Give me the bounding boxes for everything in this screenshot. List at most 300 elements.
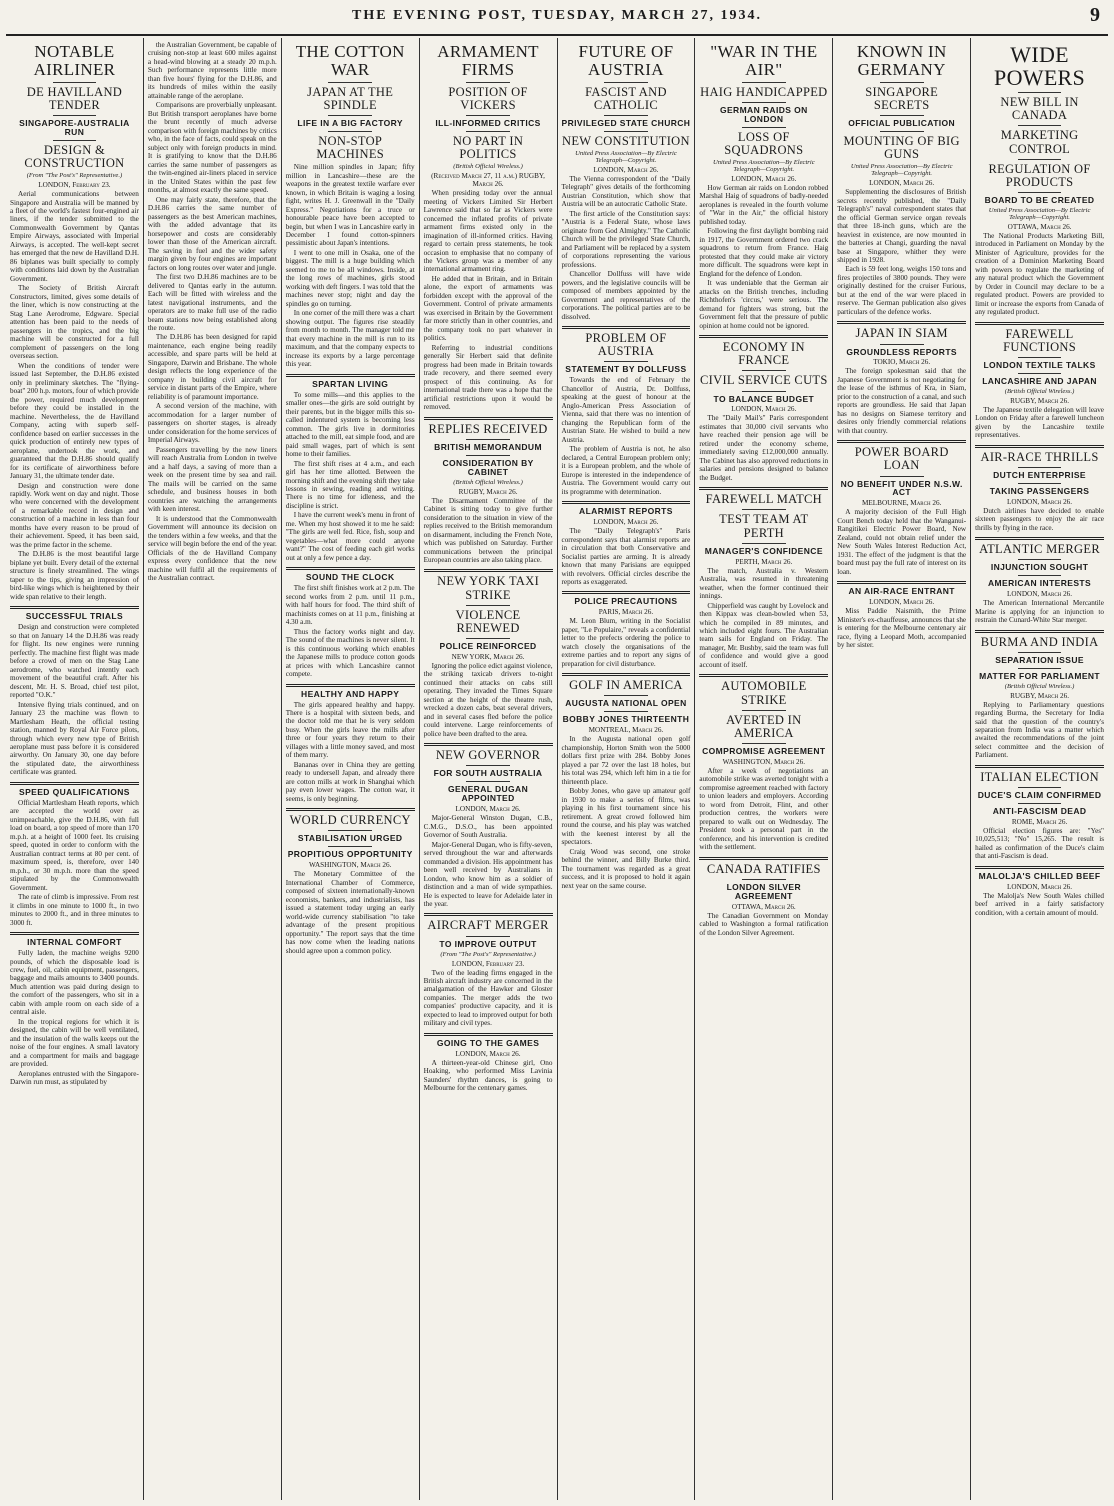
- paragraph: Major-General Winston Dugan, C.B., C.M.G., D.S.O., has been appointed Governor of South Australia.: [423, 814, 553, 840]
- dateline: (Received March 27, 11 a.m.) RUGBY, March 26.: [431, 172, 545, 189]
- dateline: TOKIO, March 26.: [873, 358, 931, 367]
- dateline: RUGBY, March 26.: [458, 487, 518, 496]
- headline-rule: [1018, 192, 1062, 193]
- paragraph: Two of the leading firms engaged in the British aircraft industry are concerned in the amalgamation of the Hawker and Gloster companies. The merger adds the two companies' productive capacity, and it is expected to lead to improved output for both military and civil types.: [423, 968, 553, 1028]
- headline-rule: [466, 131, 510, 132]
- headline-rule: [466, 765, 510, 766]
- headline-rule: [1018, 668, 1062, 669]
- dateline: LONDON, March 26.: [455, 805, 521, 814]
- credit-line: (From "The Post's" Representative.): [26, 172, 123, 180]
- headline-rule: [1018, 803, 1062, 804]
- paragraph: Referring to industrial conditions generally Sir Herbert said that definite progress had been made in Britain towards trade recovery, and there seemed every prospect of this continuing. As for international trade there was a hope that the artificial restrictions upon it would be removed.: [423, 343, 553, 412]
- dateline: LONDON, March 26.: [455, 1049, 521, 1058]
- article-divider: [975, 445, 1104, 448]
- paragraph: The girls appeared healthy and happy. There is a hospital with sixteen beds, and the doctor told me that he is very seldom busy. When the girls leave the mills after three or four years they return to their villages with a little money saved, and most of them marry.: [285, 700, 415, 760]
- headline-rule: [880, 82, 924, 83]
- subheadline: TO BALANCE BUDGET: [713, 393, 815, 404]
- headline-rule: [53, 115, 97, 116]
- headline: WIDE POWERS: [994, 42, 1086, 91]
- newspaper-title: THE EVENING POST, TUESDAY, MARCH 27, 1934.: [352, 8, 762, 23]
- subheadline: GROUNDLESS REPORTS: [846, 346, 957, 357]
- paragraph: Dutch airlines have decided to enable sixteen passengers to enjoy the air race thrills by flying in the race.: [975, 506, 1104, 532]
- paragraph: Design and construction were done rapidly. Work went on day and night. Those who were concerned with the development of a remarkable record in design and construction of a machine in less than four months have every reason to be proud of their achievement. Speed, it has been said, was the prime factor in the scheme.: [10, 481, 139, 549]
- article-divider: [837, 581, 966, 584]
- paragraph: Major-General Dugan, who is fifty-seven, served throughout the war and afterwards commanded a division. His appointment has been well received by Australians in London, who know him as a soldier of distinction and a man of wide sympathies. He is expected to leave for Adelaide later in the year.: [423, 840, 553, 908]
- headline-rule: [328, 115, 372, 116]
- article: [286, 808, 415, 955]
- article-divider: [975, 765, 1104, 768]
- article: [975, 445, 1104, 532]
- headline: ATLANTIC MERGER: [979, 542, 1100, 557]
- paragraph: Design and construction were completed so that on January 14 the D.H.86 was ready for flight. Its new engines were running perfectly. The machine first flight was made before a crowd of men on the Stag Lane aerodrome, who watched intently each movement of the beautiful craft. After his descent, Mr. H. S. Broad, chief test pilot, reported "O.K.": [10, 623, 139, 700]
- headline-rule: [328, 82, 372, 83]
- article: [286, 374, 415, 563]
- paragraph: The Japanese textile delegation will leave London on Friday after a farewell luncheon given by the Lancashire textile representatives.: [975, 405, 1104, 440]
- article-divider: [562, 326, 691, 329]
- article: [699, 487, 828, 669]
- article-divider: [10, 782, 139, 785]
- article-divider: [562, 591, 691, 594]
- credit-line: United Press Association—By Electric Telegraph—Copyright.: [712, 158, 815, 173]
- headline: SUCCESSFUL TRIALS: [25, 611, 124, 622]
- article-divider: [975, 866, 1104, 869]
- article: [424, 1033, 553, 1093]
- column-3: [282, 38, 420, 1500]
- article: [699, 857, 828, 937]
- subheadline: NEW BILL IN CANADA: [1000, 95, 1079, 123]
- article: [148, 41, 277, 583]
- subheadline: SINGAPORE SECRETS: [865, 84, 939, 112]
- dateline: LONDON, March 26.: [869, 598, 935, 607]
- subheadline: ILL-INFORMED CRITICS: [435, 117, 541, 128]
- article: [424, 569, 553, 738]
- article-divider: [975, 537, 1104, 540]
- headline: NEW GOVERNOR: [435, 748, 541, 763]
- subheadline: FOR SOUTH AUSTRALIA: [433, 768, 543, 779]
- credit-line: (British Official Wireless.): [1004, 387, 1075, 395]
- credit-line: (British Official Wireless.): [453, 478, 523, 486]
- headline-rule: [1018, 652, 1062, 653]
- headline-rule: [466, 605, 510, 606]
- subheadline: DUCE'S CLAIM CONFIRMED: [977, 790, 1102, 801]
- article-divider: [424, 569, 553, 572]
- paragraph: Following the first daylight bombing raid in 1917, the Government ordered two crack squadrons to return from France. Haig protested that they could make air victory more difficult. The squadrons were kept in England for the defence of London.: [699, 227, 829, 278]
- headline: SPARTAN LIVING: [312, 378, 389, 389]
- subheadline: CONSIDERATION BY CABINET: [442, 457, 534, 477]
- article: [286, 567, 415, 678]
- paragraph: How German air raids on London robbed Marshal Haig of squadrons of badly-needed aeroplanes is revealed in the fourth volume of "War in the Air," the official history published today.: [699, 183, 829, 226]
- paragraph: The rate of climb is impressive. From rest it climbs in one minute to 1000 ft., in two minutes to 2000 ft., and in three minutes to 3000 ft.: [10, 893, 139, 927]
- subheadline: AVERTED IN AMERICA: [726, 712, 802, 740]
- headline: JAPAN IN SIAM: [855, 326, 948, 341]
- article: [975, 322, 1104, 440]
- dateline: LONDON, March 26.: [869, 179, 935, 188]
- dateline: OTTAWA, March 26.: [1007, 222, 1072, 231]
- subheadline: MOUNTING OF BIG GUNS: [843, 133, 960, 161]
- headline-rule: [742, 370, 786, 371]
- headline-rule: [742, 127, 786, 128]
- subheadline: DUTCH ENTERPRISE: [993, 469, 1086, 480]
- subheadline: POSITION OF VICKERS: [448, 84, 528, 112]
- headline-rule: [1018, 467, 1062, 468]
- dateline: LONDON, March 26.: [731, 174, 797, 183]
- dateline: LONDON, February 23.: [38, 181, 111, 190]
- subheadline: POLICE REINFORCED: [439, 640, 537, 651]
- subheadline: PROPITIOUS OPPORTUNITY: [287, 849, 413, 860]
- article-divider: [699, 487, 828, 490]
- headline-rule: [53, 140, 97, 141]
- masthead: [0, 0, 1114, 40]
- headline: THE COTTON WAR: [295, 42, 405, 79]
- article-divider: [562, 673, 691, 676]
- headline-rule: [880, 115, 924, 116]
- article: [699, 674, 828, 851]
- subheadline: NO BENEFIT UNDER N.S.W. ACT: [840, 478, 963, 498]
- article: [975, 537, 1104, 624]
- article: [837, 581, 966, 649]
- paragraph: The Vienna correspondent of the "Daily Telegraph" gives details of the forthcoming Austrian Constitution, which show that Austria will be an autocratic Catholic State.: [561, 174, 691, 209]
- subheadline: MATTER FOR PARLIAMENT: [979, 670, 1101, 681]
- article: [975, 765, 1104, 861]
- headline-rule: [742, 509, 786, 510]
- paragraph: When presiding today over the annual meeting of Vickers Limited Sir Herbert Lawrence said that so far as Vickers were concerned the inflated profits of private armament firms existed only in the imagination of ill-informed critics. Having regard to certain press statements, he took occasion to emphasise that no company of the Vickers group was a member of any international armament ring.: [423, 189, 553, 274]
- dateline: PARIS, March 26.: [598, 608, 654, 617]
- paragraph: The problem of Austria is not, he also declared, a Central European problem only; it is a European problem, and the whole of Europe is interested in the independence of Austria. The Government would carry out its programme with determination.: [561, 445, 691, 496]
- headline: ARMAMENT FIRMS: [437, 42, 539, 79]
- headline-rule: [1018, 373, 1062, 374]
- headline-rule: [742, 710, 786, 711]
- article-divider: [424, 1033, 553, 1036]
- article-divider: [286, 808, 415, 811]
- article-divider: [699, 857, 828, 860]
- paragraph: In one corner of the mill there was a chart showing output. The figures rise steadily from month to month. The manager told me that every machine in the mill is run to its maximum, and that the company expects to increase its exports by a large percentage this year.: [285, 309, 415, 369]
- paragraph: Bananas over in China they are getting ready to undersell Japan, and already there are cotton mills at work in Shanghai which pay even lower wages. The cotton war, it seems, is only beginning.: [285, 760, 415, 803]
- paragraph: It was undeniable that the German air attacks on the British trenches, including Richthofen's 'circus,' were serious. The demand for fighters was strong, but the Government felt that the pressure of public opinion at home could not be ignored.: [699, 279, 829, 330]
- dateline: ROME, March 26.: [1011, 817, 1068, 826]
- article: [424, 743, 553, 908]
- article: [10, 606, 139, 777]
- subheadline: CIVIL SERVICE CUTS: [700, 373, 828, 388]
- headline: SOUND THE CLOCK: [305, 572, 395, 583]
- column-7: [833, 38, 971, 1500]
- headline-rule: [742, 82, 786, 83]
- column-2: [144, 38, 282, 1500]
- headline-rule: [466, 638, 510, 639]
- paragraph: The "Daily Telegraph's" Paris correspondent says that alarmist reports are in circulation that both Conservative and Socialist parties are arming. It is already known that many Parisians are equipped with revolvers. Official circles describe the reports as exaggerated.: [561, 527, 691, 586]
- paragraph: The D.H.86 has been designed for rapid maintenance, each engine being readily accessible, and spare parts will be held at Singapore, Darwin and Brisbane. The whole design reflects the long experience of the company in building civil aircraft for service in distant parts of the Empire, where reliability is of paramount importance.: [147, 333, 277, 401]
- headline: NEW YORK TAXI STRIKE: [437, 574, 540, 602]
- column-1: [6, 38, 144, 1500]
- dateline: LONDON, March 26.: [1007, 590, 1073, 599]
- paragraph: A majority decision of the Full High Court Bench today held that the Wanganui-Rangitikei Electric Power Board, New Zealand, could not obtain relief under the New South Wales Interest Reduction Act, 1931. The effect of the judgment is that the board must pay the full rate of interest on its loan.: [837, 508, 967, 576]
- subheadline: LONDON SILVER AGREEMENT: [726, 881, 802, 901]
- headline: POLICE PRECAUTIONS: [574, 596, 678, 607]
- article: [10, 932, 139, 1087]
- headline: KNOWN IN GERMANY: [856, 42, 947, 79]
- column-8: [971, 38, 1108, 1500]
- subheadline: AUGUSTA NATIONAL OPEN: [565, 698, 687, 709]
- article: [562, 591, 691, 668]
- paragraph: I have the current week's menu in front of me. When my host showed it to me he said: "The girls are well fed. Rice, fish, soup and vegetables—what more could anyone want?" The cost of feeding each girl works out at only a few pence a day.: [285, 511, 415, 562]
- paragraph: One may fairly state, therefore, that the D.H.86 carries the same number of passengers as the best American machines, with the added advantage that its horsepower and costs are considerably lower than those of the American aircraft. The saving in fuel and the wider safety margin given by four engines are important factors on long routes over water and jungle.: [147, 195, 277, 272]
- paragraph: The D.H.86 is the most beautiful large biplane yet built. Every detail of the external structure is finely streamlined. The wings taper to the tips, giving an impression of bird-like wings which is heightened by their wide span relative to their length.: [10, 550, 139, 601]
- paragraph: The Malolja's New South Wales chilled beef arrived in a fairly satisfactory condition, with a certain amount of mould.: [975, 891, 1104, 917]
- headline-rule: [742, 879, 786, 880]
- headline: FAREWELL FUNCTIONS: [1003, 326, 1076, 354]
- headline: MALOLJA'S CHILLED BEEF: [978, 870, 1101, 881]
- article-divider: [424, 417, 553, 420]
- headline: BURMA AND INDIA: [980, 634, 1099, 649]
- subheadline: TEST TEAM AT PERTH: [719, 512, 809, 540]
- paragraph: The match, Australia v. Western Australia, was resumed in threatening weather, when the former continued their innings.: [699, 566, 829, 601]
- dateline: PERTH, March 26.: [735, 557, 793, 566]
- headline-rule: [466, 439, 510, 440]
- article-divider: [699, 674, 828, 677]
- column-4: [420, 38, 558, 1500]
- headline-rule: [880, 131, 924, 132]
- dateline: MONTREAL, March 26.: [588, 726, 664, 735]
- paragraph: Intensive flying trials continued, and on January 23 the machine was flown to Martlesham Heath, the official testing station, manned by Royal Air Force pilots, through which every new type of British aeroplane must pass before it is considered airworthy. On January 30, one day before the stipulated date, the airworthiness certificate was granted.: [10, 700, 139, 777]
- headline: AIRCRAFT MERGER: [427, 918, 549, 933]
- masthead-rule: [6, 34, 1108, 36]
- headline-rule: [328, 846, 372, 847]
- subheadline: JAPAN AT THE SPINDLE: [307, 84, 394, 112]
- dateline: LONDON, March 26.: [1007, 497, 1073, 506]
- newspaper-columns: [6, 38, 1108, 1500]
- article-divider: [837, 440, 966, 443]
- article-divider: [10, 932, 139, 935]
- paragraph: Bobby Jones, who gave up amateur golf in 1930 to make a series of films, was playing in his first tournament since his retirement. A great crowd followed him round the course, and his play was watched with the keenest interest by all the spectators.: [561, 787, 691, 847]
- headline-rule: [466, 115, 510, 116]
- subheadline: AMERICAN INTERESTS: [988, 578, 1092, 589]
- subheadline: LIFE IN A BIG FACTORY: [297, 117, 403, 128]
- paragraph: Miss Paddie Naismith, the Prime Minister's ex-chauffeuse, announces that she is entering for the Melbourne centenary air race, flying a Leopard Moth, accompanied by her sister.: [837, 607, 967, 650]
- headline-rule: [466, 781, 510, 782]
- dateline: NEW YORK, March 26.: [451, 652, 525, 661]
- headline-rule: [1018, 357, 1062, 358]
- paragraph: The first article of the Constitution says: "Austria is a Federal State, whose laws originate from God Almighty." The Catholic Church will be the privileged State Church, and Parliament will be replaced by a system of corporations representing the various professions.: [561, 209, 691, 269]
- credit-line: United Press Association—By Electric Telegraph—Copyright.: [988, 206, 1091, 221]
- credit-line: United Press Association—By Electric Telegraph—Copyright.: [850, 163, 953, 178]
- credit-line: (British Official Wireless.): [1004, 682, 1075, 690]
- headline-rule: [53, 82, 97, 83]
- headline-rule: [742, 102, 786, 103]
- paragraph: The Canadian Government on Monday cabled to Washington a formal ratification of the London Silver Agreement.: [699, 911, 829, 937]
- article-divider: [699, 335, 828, 338]
- subheadline: MANAGER'S CONFIDENCE: [704, 545, 823, 556]
- dateline: RUGBY, March 26.: [1010, 396, 1069, 405]
- headline: ALARMIST REPORTS: [579, 506, 673, 517]
- credit-line: (From "The Post's" Representative.): [440, 950, 536, 958]
- headline-rule: [742, 543, 786, 544]
- subheadline: DESIGN & CONSTRUCTION: [24, 142, 125, 170]
- article-divider: [286, 567, 415, 570]
- headline: NOTABLE AIRLINER: [33, 42, 116, 79]
- dateline: OTTAWA, March 26.: [731, 902, 796, 911]
- article: [837, 321, 966, 435]
- article: [286, 684, 415, 804]
- article: [562, 326, 691, 496]
- subheadline: SEPARATION ISSUE: [995, 654, 1084, 665]
- article-divider: [10, 606, 139, 609]
- headline-rule: [1018, 159, 1062, 160]
- article-divider: [424, 743, 553, 746]
- subheadline: VIOLENCE RENEWED: [455, 607, 521, 635]
- paragraph: Passengers travelling by the new liners will reach Australia from London in twelve and a half days, a saving of more than a week on the present time by sea and rail. The mails will be carried on the same schedule, and business houses in both countries are watching the arrangements with keen interest.: [147, 445, 277, 514]
- subheadline: TAKING PASSENGERS: [989, 485, 1090, 496]
- headline-rule: [1018, 787, 1062, 788]
- paragraph: Chipperfield was caught by Lovelock and then Kippax was clean-bowled when 53, which he compiled in 89 minutes, and which included eight fours. The Australian team sails for England on Friday. The manager, Mr. Bushby, said the team was full of confidence and would give a good account of itself.: [699, 601, 829, 669]
- headline-rule: [1018, 575, 1062, 576]
- subheadline: MARKETING CONTROL: [1000, 128, 1079, 156]
- paragraph: Aerial communications between Singapore and Australia will be manned by a fleet of the world's fastest four-engined air liners, if the tender submitted to the Commonwealth Government by Qantas Empire Airways, associated with Imperial Airways, is accepted. The well-kept secret has emerged that the new de Havilland D.H. 86 biplanes was built specially to comply with conditions laid down by the Australian Government.: [10, 190, 139, 283]
- article: [286, 43, 415, 369]
- headline-rule: [604, 711, 648, 712]
- headline-rule: [328, 131, 372, 132]
- paragraph: After a week of negotiations an automobile strike was averted tonight with a compromise agreement reached with factory to union leaders and employers. According to word from Detroit, Flint, and other production centres, the workers were prepared to walk out on Wednesday. The President took a personal part in the conference, and his intervention is credited with the settlement.: [699, 766, 829, 852]
- headline: FUTURE OF AUSTRIA: [578, 42, 674, 79]
- paragraph: The National Products Marketing Bill, introduced in Parliament on Monday by the Minister of Agriculture, provides for the creation of a Dominion Marketing Board with powers to regulate the marketing of any natural product which the Government by Order in Council may declare to be a regulated product. Powers are provided to limit or increase the exports from Canada of any regulated product.: [975, 231, 1104, 317]
- dateline: WASHINGTON, March 26.: [308, 861, 392, 870]
- headline-rule: [604, 115, 648, 116]
- paragraph: The "Daily Mail's" Paris correspondent estimates that 30,000 civil servants who have reached their pension age will be retired under the economy scheme, immediately saving £12,000,000 annually. The Cabinet has also approved reductions in salaries and pensions designed to balance the Budget.: [699, 414, 829, 482]
- subheadline: LONDON TEXTILE TALKS: [983, 359, 1096, 370]
- headline: AN AIR-RACE ENTRANT: [848, 586, 955, 597]
- article-divider: [286, 374, 415, 377]
- headline: "WAR IN THE AIR": [710, 42, 818, 79]
- headline-rule: [742, 391, 786, 392]
- column-5: [558, 38, 696, 1500]
- headline-rule: [328, 830, 372, 831]
- article: [975, 866, 1104, 917]
- paragraph: M. Leon Blum, writing in the Socialist paper, "Le Populaire," reveals a confidential letter to the prefects ordering the police to watch closely the organisations of the extreme parties and to report any signs of preparation for civil disturbance.: [561, 617, 691, 668]
- article: [562, 673, 691, 890]
- article: [699, 43, 828, 330]
- paragraph: Fully laden, the machine weighs 9200 pounds, of which the disposable load is crew, fuel, oil, cabin equipment, passengers, baggage and mails amounts to 3400 pounds. Much attention was paid during design to the comfort of the passengers, who sit in a cabin with ample room on each side of a central aisle.: [10, 949, 139, 1017]
- headline-rule: [604, 131, 648, 132]
- paragraph: the Australian Government, be capable of cruising non-stop at least 600 miles against a head-wind blowing at a steady 20 m.p.h. Such performance represents little more than five hours' flying for the D.H.86, and its hundreds of miles within the easily attainable range of the aeroplane.: [147, 41, 277, 100]
- article-divider: [975, 322, 1104, 325]
- credit-line: United Press Association—By Electric Telegraph—Copyright.: [575, 149, 677, 164]
- headline: INTERNAL COMFORT: [27, 937, 122, 948]
- subheadline: NON-STOP MACHINES: [316, 133, 385, 161]
- article-divider: [286, 684, 415, 687]
- paragraph: The American International Mercantile Marine is applying for an injunction to restrain the Cunard-White Star merger.: [975, 599, 1104, 625]
- subheadline: REGULATION OF PRODUCTS: [988, 161, 1091, 189]
- subheadline: ANTI-FASCISM DEAD: [992, 805, 1087, 816]
- subheadline: STABILISATION URGED: [297, 833, 403, 844]
- paragraph: Replying to Parliamentary questions regarding Burma, the Secretary for India said that the question of the country's separation from India was a matter which awaited the recommendations of the joint select committee and the decision of Parliament.: [975, 700, 1104, 760]
- dateline: LONDON, February 23.: [451, 959, 525, 968]
- dateline: LONDON, March 26.: [1007, 882, 1073, 891]
- paragraph: Each is 59 feet long, weighs 150 tons and fires projectiles of 3800 pounds. They were originally destined for the cruiser Furious, but at the end of the war were placed in reserve. The German publication also gives particulars of the defence works.: [837, 265, 967, 316]
- headline-rule: [742, 743, 786, 744]
- subheadline: FASCIST AND CATHOLIC: [585, 84, 667, 112]
- article-divider: [975, 630, 1104, 633]
- subheadline: GERMAN RAIDS ON LONDON: [719, 104, 808, 124]
- headline: CANADA RATIFIES: [706, 861, 821, 876]
- article: [424, 913, 553, 1027]
- headline: ECONOMY IN FRANCE: [722, 340, 805, 368]
- article: [10, 43, 139, 601]
- paragraph: The first shift finishes work at 2 p.m. The second works from 2 p.m. until 11 p.m., with half hours for food. The third shift of machinists comes on at 11 p.m., finishing at 4.30 a.m.: [285, 584, 415, 627]
- subheadline: COMPROMISE AGREEMENT: [702, 745, 826, 756]
- paragraph: To some mills—and this applies to the smaller ones—the girls are sold outright by their parents, but in the bigger mills this so-called indentured system is becoming less common. The girls live in dormitories attached to the mill, eat simple food, and are paid small wages, part of which is sent home to their families.: [285, 390, 415, 459]
- headline-rule: [466, 455, 510, 456]
- article: [562, 501, 691, 586]
- subheadline: NEW CONSTITUTION: [562, 133, 690, 148]
- paragraph: Nine million spindles in Japan; fifty million in Lancashire—these are the weapons in the greatest textile warfare ever known, in which Britain is waging a losing fight, writes H. J. Greenwall in the "Daily Express." Negotiations for a truce or honourable peace have been accepted to begin, but when I was in Lancashire early in December I found cotton-spinners pessimistic about Japan's intentions.: [285, 163, 415, 248]
- headline: GOLF IN AMERICA: [569, 678, 683, 693]
- subheadline: LOSS OF SQUADRONS: [724, 129, 804, 157]
- headline: SPEED QUALIFICATIONS: [19, 786, 130, 797]
- article: [975, 630, 1104, 760]
- subheadline: STATEMENT BY DOLLFUSS: [565, 364, 687, 375]
- paragraph: Craig Wood was second, one stroke behind the winner, and Billy Burke third. The tournament was regarded as a great success, and it is proposed to hold it again next year on the same course.: [561, 847, 691, 890]
- paragraph: The Disarmament Committee of the Cabinet is sitting today to give further consideration to the situation in view of the replies received to the British memorandum on disarmament, including the French Note, which was published on Saturday. Further communications between the principal European countries are also taking place.: [423, 496, 553, 564]
- paragraph: Thus the factory works night and day. The sound of the machines is never silent. It is this continuous working which enables the Japanese mills to produce cotton goods at prices with which Lancashire cannot compete.: [285, 627, 415, 679]
- page-number: 9: [1090, 4, 1100, 26]
- headline: REPLIES RECEIVED: [428, 421, 548, 436]
- headline-rule: [1018, 125, 1062, 126]
- headline: ITALIAN ELECTION: [980, 769, 1099, 784]
- headline: WORLD CURRENCY: [289, 813, 411, 828]
- headline-rule: [604, 82, 648, 83]
- headline-rule: [466, 936, 510, 937]
- headline-rule: [1018, 559, 1062, 560]
- subheadline: NO PART IN POLITICS: [452, 133, 524, 161]
- article: [975, 43, 1104, 317]
- paragraph: Supplementing the disclosures of British secrets recently published, the "Daily Telegraph's" naval correspondent states that the official German service organ reveals that three 18-inch guns, which are the heaviest in existence, are now mounted in the batteries at Changi, guarding the naval base at Singapore, whither they were shipped in 1928.: [837, 188, 967, 264]
- paragraph: The Monetary Committee of the International Chamber of Commerce, composed of sixteen internationally-known economists, bankers, and industrialists, has issued a statement today urging an early world-wide currency stabilisation "to take advantage of the present propitious opportunity." The report says that the time has now come when the leading nations should agree upon a common policy.: [285, 870, 415, 955]
- dateline: RUGBY, March 26.: [1010, 691, 1069, 700]
- subheadline: PRIVILEGED STATE CHURCH: [561, 117, 691, 128]
- subheadline: GENERAL DUGAN APPOINTED: [447, 784, 529, 804]
- article-divider: [424, 913, 553, 916]
- paragraph: Chancellor Dollfuss will have wide powers, and the legislative councils will be composed of members appointed by the Government and representatives of the corporations. The political parties are to be dissolved.: [561, 270, 691, 321]
- paragraph: He added that in Britain, and in Britain alone, the export of armaments was forbidden except with the approval of the Government. Control of private armaments was exercised in Britain by the Government far more strictly than in other countries, and the company took no part whatever in politics.: [423, 274, 553, 343]
- subheadline: LANCASHIRE AND JAPAN: [982, 375, 1097, 386]
- article-divider: [562, 501, 691, 504]
- paragraph: Towards the end of February the Chancellor of Austria, Dr. Dollfuss, speaking at the guest of honour at the Anglo-American Press Association of Vienna, said that there was no intention of changing the Republican form of the Austrian State. He wished to build a new Austria.: [561, 376, 691, 444]
- dateline: LONDON, March 26.: [593, 518, 659, 527]
- headline-rule: [880, 476, 924, 477]
- paragraph: When the conditions of tender were issued last September, the D.H.86 existed only in preliminary sketches. The "flying-boat" 200 h.p. motors, four of which provide the power, required much development before they could be installed in the machine. Nevertheless, the de Havilland Company, acting with superb self-confidence based on earlier successes in the quick production of entirely new types of aeroplane, undertook the work, and guaranteed that the D.H.86 should qualify for its certificate of airworthiness before January 31, the ultimate tender date.: [10, 361, 139, 481]
- headline-rule: [1018, 92, 1062, 93]
- headline: PROBLEM OF AUSTRIA: [585, 331, 667, 359]
- headline-rule: [466, 82, 510, 83]
- column-6: [695, 38, 833, 1500]
- dateline: LONDON, March 26.: [593, 165, 659, 174]
- article: [562, 43, 691, 321]
- article: [424, 417, 553, 565]
- paragraph: The first shift rises at 4 a.m., and each girl has her time allotted. Between the morning shift and the evening shift they take lessons in sewing, reading and writing. There is no time for idleness, and the discipline is strict.: [285, 459, 415, 510]
- subheadline: BOARD TO BE CREATED: [984, 194, 1095, 205]
- subheadline: TO IMPROVE OUTPUT: [439, 938, 537, 949]
- paragraph: I went to one mill in Osaka, one of the biggest. The mill is a huge building which seemed to me to be all windows. Inside, at the long rows of machines, girls stood working with deft fingers. I was told that the machines never stop; night and day the spindles go on turning.: [285, 248, 415, 308]
- dateline: MELBOURNE, March 26.: [861, 499, 942, 508]
- credit-line: (British Official Wireless.): [453, 163, 523, 171]
- paragraph: The foreign spokesman said that the Japanese Government is not negotiating for the lease of the isthmus of Kra, in Siam, prior to the construction of a canal, and such reports are groundless. He said that Japan has no designs on Siamese territory and desires only friendly commercial relations with that country.: [837, 367, 967, 435]
- article: [699, 335, 828, 482]
- subheadline: HAIG HANDICAPPED: [700, 84, 828, 99]
- paragraph: Official election figures are: "Yes" 10,025,513; "No" 15,265. The result is hailed as confirmation of the Duce's claim that anti-Fascism is dead.: [975, 826, 1104, 861]
- paragraph: Aeroplanes entrusted with the Singapore-Darwin run must, as stipulated by: [10, 1069, 139, 1087]
- paragraph: The Society of British Aircraft Constructors, limited, gives some details of the liner, which is now constructing at the Stag Lane Aerodrome, Edgware. Special attention has been paid to the needs of passengers in the tropics, and the big machine will be constructed for a full complement of passengers on the long overseas section.: [10, 284, 139, 361]
- article: [10, 782, 139, 927]
- article-divider: [837, 321, 966, 324]
- paragraph: Official Martlesham Heath reports, which are accepted the world over as unimpeachable, give the D.H.86, with full load on board, a top speed of more than 170 m.p.h. at a height of 1000 feet. Its cruising speed, quoted in order to conform with the Australian contract terms at 80 per cent. of maximum speed, is, therefore, over 140 m.p.h., or 30 m.p.h. more than the speed stipulated by the Commonwealth Government.: [10, 798, 139, 892]
